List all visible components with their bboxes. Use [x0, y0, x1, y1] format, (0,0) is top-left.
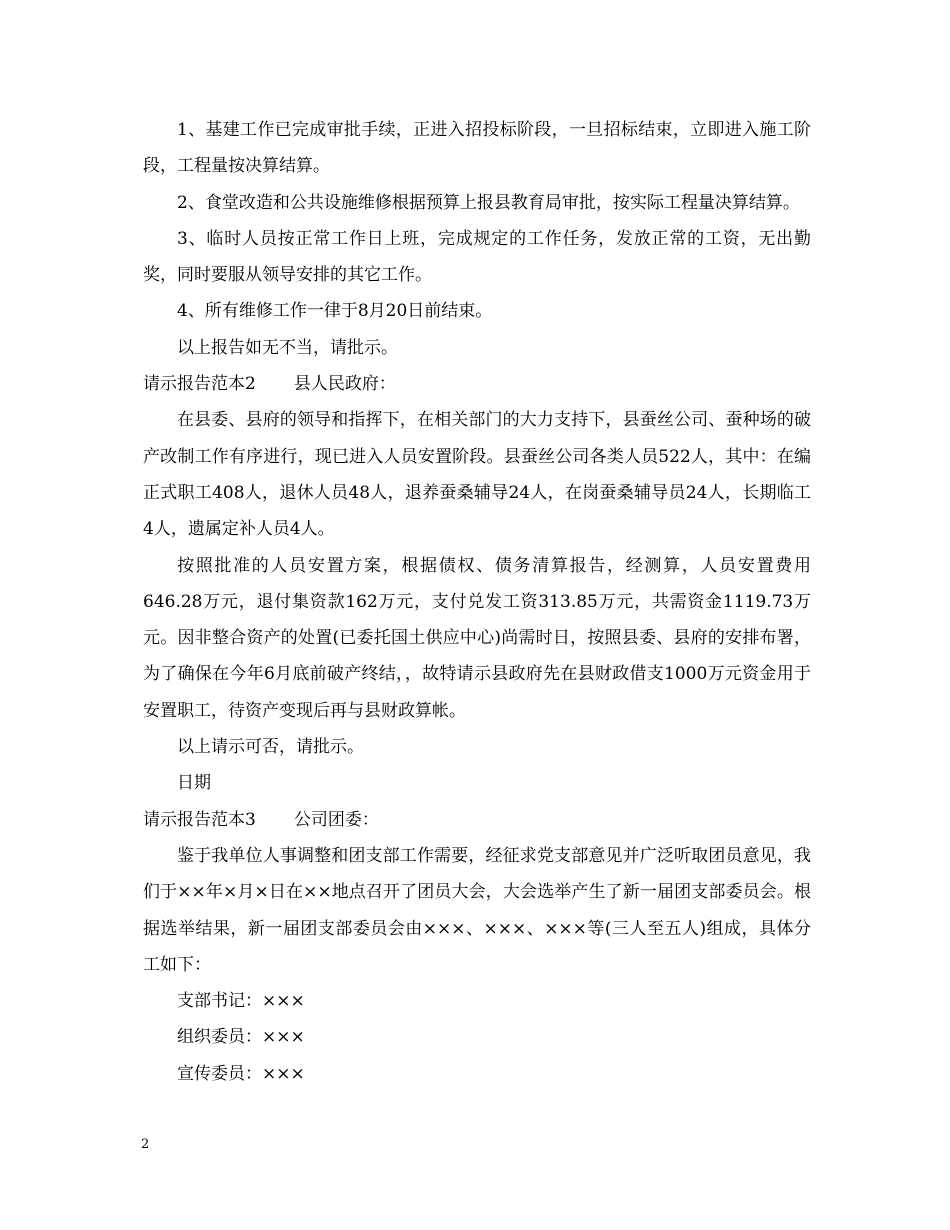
- role-publicity: 宣传委员：×××: [177, 1063, 305, 1084]
- section-heading-2: [143, 366, 811, 402]
- paragraph-closing-2: 以上请示可否，请批示。: [177, 737, 364, 758]
- date-line: 日期: [177, 773, 211, 794]
- paragraph-item-3: 3、临时人员按正常工作日上班，完成规定的工作任务，发放正常的工资，无出勤奖，同时要服从领导安排的其它工作。: [143, 228, 811, 286]
- paragraph-item-2: 2、食堂改造和公共设施维修根据预算上报县教育局审批，按实际工程量决算结算。: [177, 192, 800, 213]
- paragraph-item-1: 1、基建工作已完成审批手续，正进入招投标阶段，一旦招标结束，立即进入施工阶段，工程量按决算结算。: [143, 120, 811, 177]
- paragraph-item-4: 4、所有维修工作一律于8月20日前结束。: [177, 301, 493, 322]
- role-organization: 组织委员：×××: [177, 1027, 305, 1048]
- role-secretary: 支部书记：×××: [177, 991, 305, 1012]
- section-addressee-2: 县人民政府：: [293, 374, 396, 395]
- section-title-3: 请示报告范本3: [143, 809, 256, 830]
- paragraph-closing-1: 以上报告如无不当，请批示。: [177, 337, 398, 358]
- paragraph-election: 鉴于我单位人事调整和团支部工作需要，经征求党支部意见并广泛听取团员意见，我们于××年×月×日在××地点召开了团员大会，大会选举产生了新一届团支部委员会。根据选举结果，新一届团支部委员会由×××、×××、×××等(三人至五人)组成，具体分工如下：: [143, 845, 811, 975]
- section-heading-3: [143, 802, 811, 838]
- document-body: [143, 112, 811, 1092]
- section-title-2: 请示报告范本2: [143, 374, 256, 395]
- paragraph-situation: 在县委、县府的领导和指挥下，在相关部门的大力支持下，县蚕丝公司、蚕种场的破产改制工作有序进行，现已进入人员安置阶段。县蚕丝公司各类人员522人，其中：在编正式职工408人，退休人员48人，退养蚕桑辅导24人，在岗蚕桑辅导员24人，长期临工4人，遗属定补人员4人。: [143, 410, 811, 540]
- paragraph-funding-request: 按照批准的人员安置方案，根据债权、债务清算报告，经测算，人员安置费用646.28万元，退付集资款162万元，支付兑发工资313.85万元，共需资金1119.73万元。因非整合资产的处置(已委托国土供应中心)尚需时日，按照县委、县府的安排布署，为了确保在今年6月底前破产终结，，故特请示县政府先在县财政借支1000万元资金用于安置职工，待资产变现后再与县财政算帐。: [143, 555, 811, 721]
- section-addressee-3: 公司团委：: [293, 809, 379, 830]
- page-number: 2: [141, 1137, 150, 1152]
